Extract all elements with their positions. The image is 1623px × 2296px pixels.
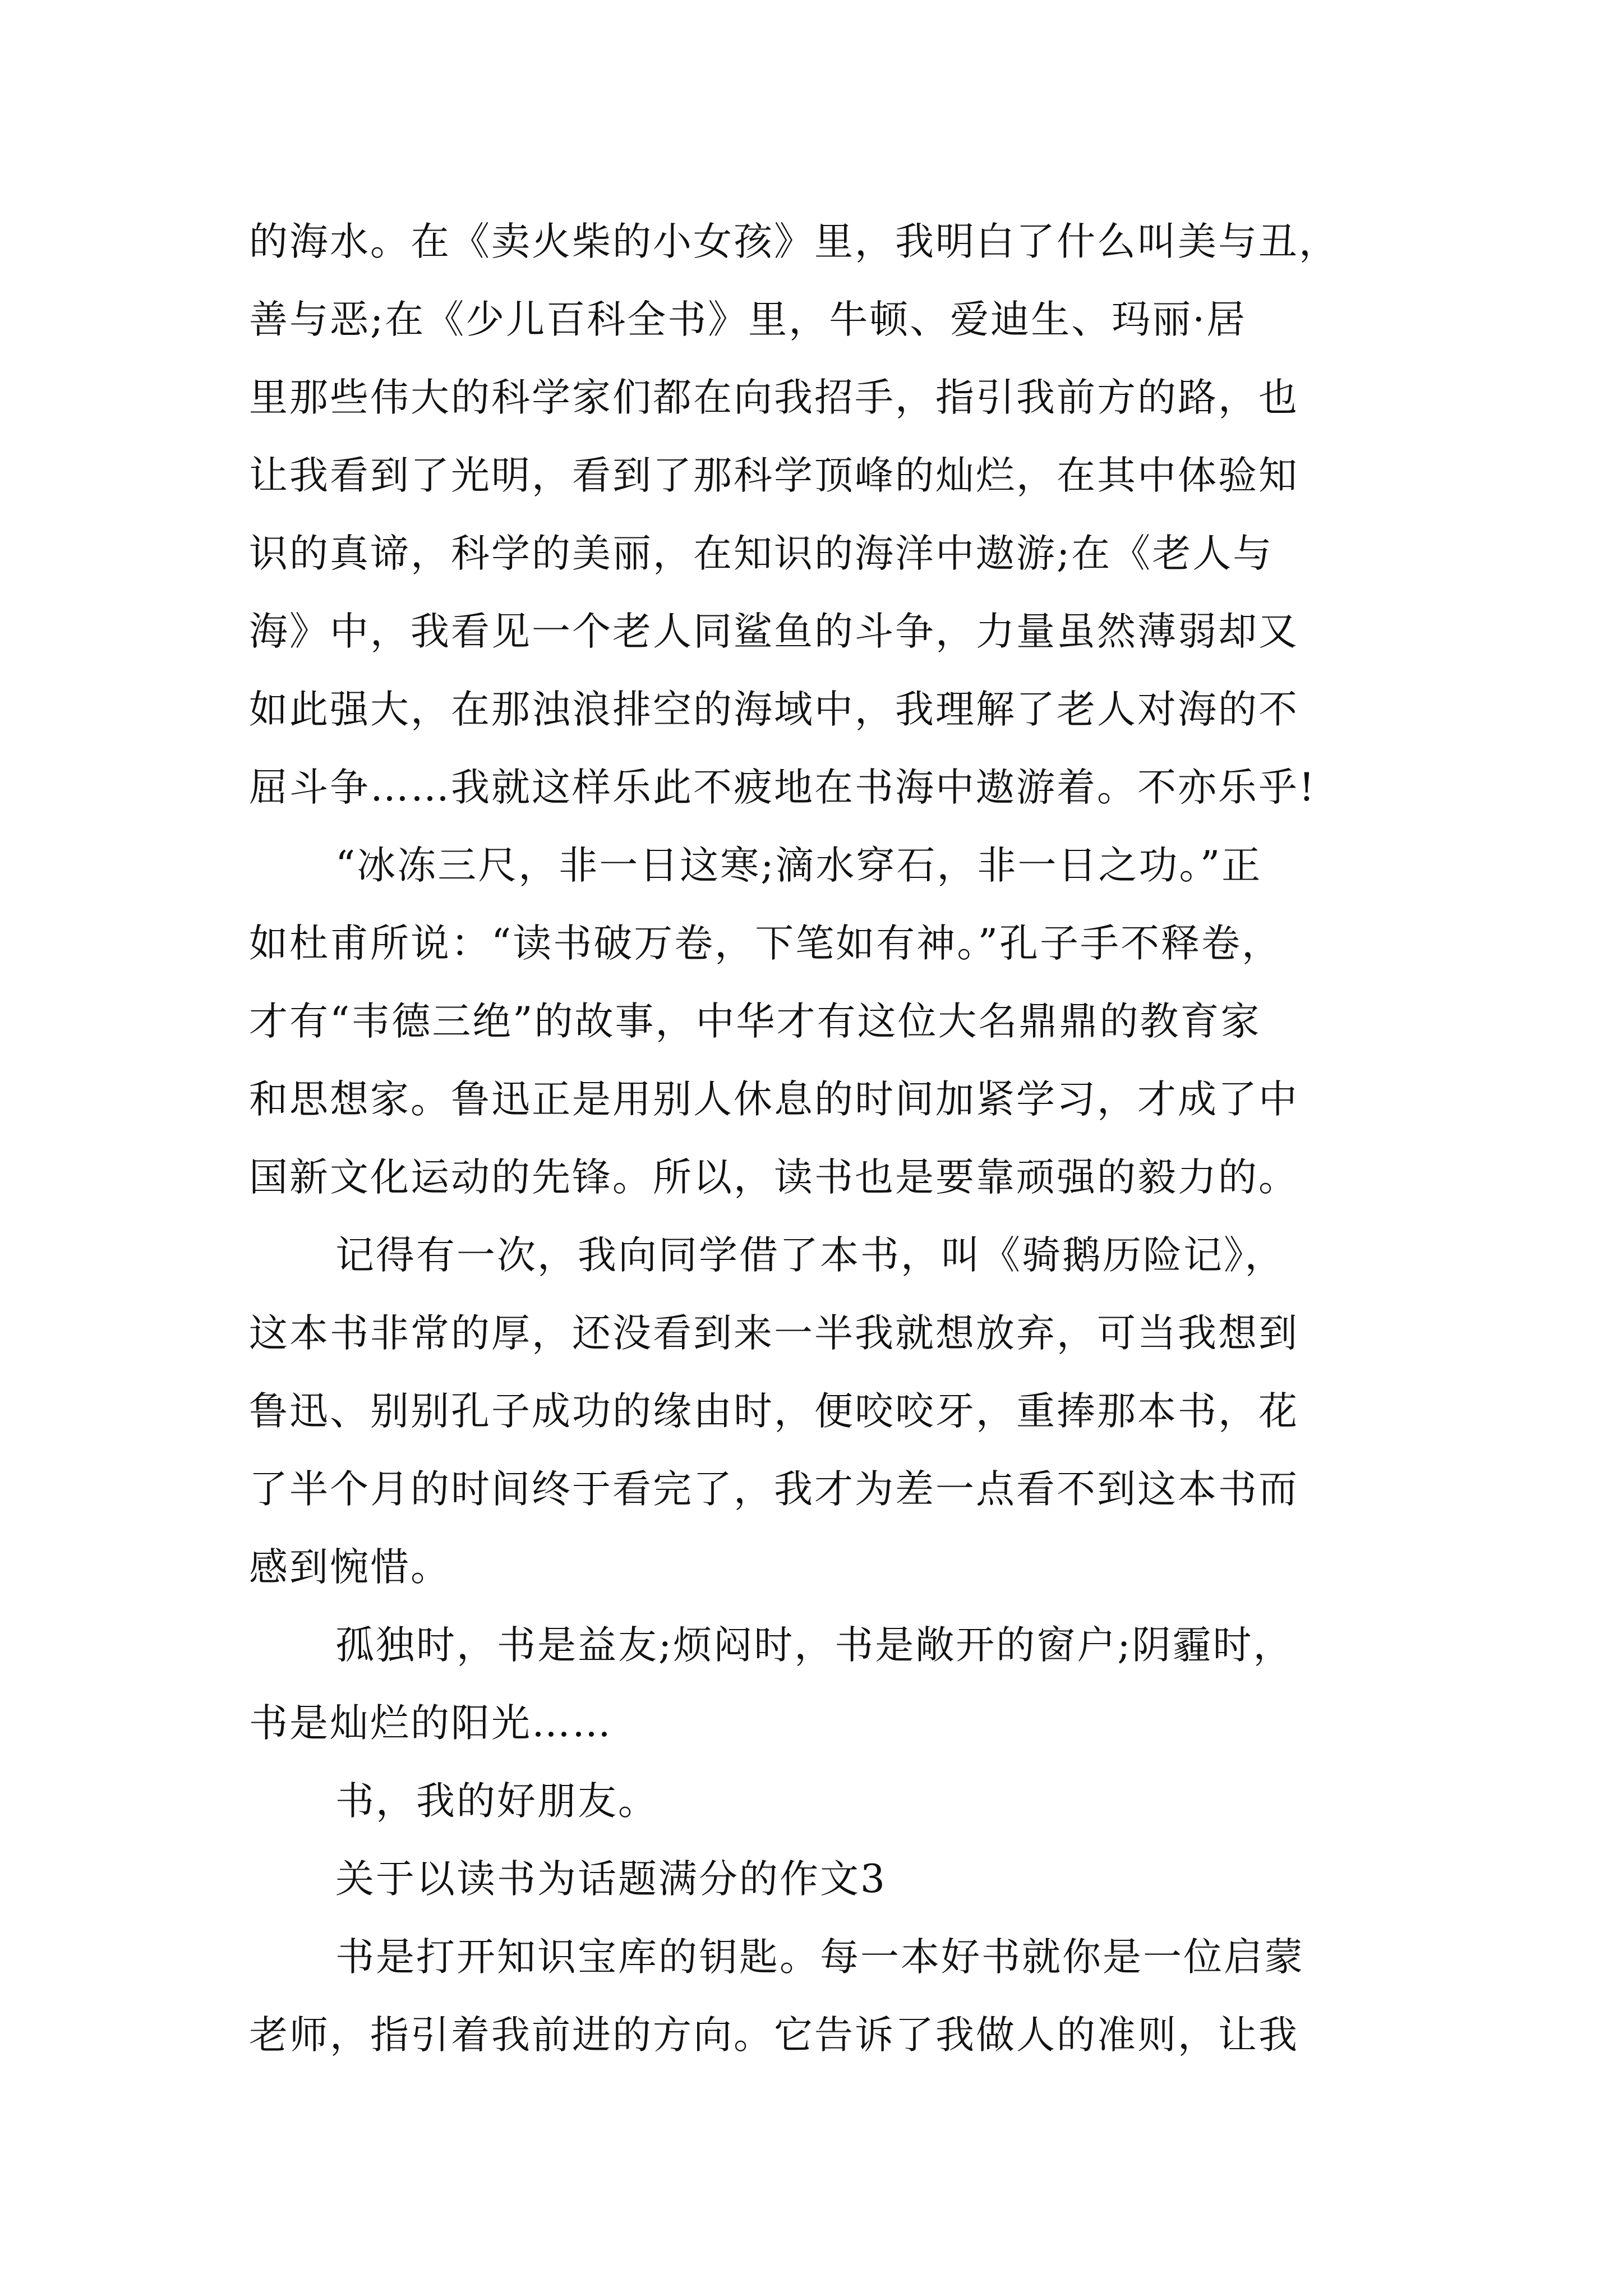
paragraph-start-line: 书是打开知识宝库的钥匙。每一本好书就你是一位启蒙: [335, 1935, 1304, 1980]
text-line: 里那些伟大的科学家们都在向我招手，指引我前方的路，也: [249, 375, 1299, 420]
text-line: 的海水。在《卖火柴的小女孩》里，我明白了什么叫美与丑，: [249, 219, 1339, 264]
text-line: 了半个月的时间终于看完了，我才为差一点看不到这本书而: [249, 1467, 1299, 1512]
text-line: 这本书非常的厚，还没看到来一半我就想放弃，可当我想到: [249, 1311, 1299, 1356]
body-text: [249, 203, 1387, 2074]
text-line: 书是灿烂的阳光……: [249, 1701, 612, 1746]
paragraph-start-line: 书，我的好朋友。: [335, 1779, 658, 1824]
paragraph-start-line: 孤独时，书是益友;烦闷时，书是敞开的窗户;阴霾时，: [335, 1623, 1294, 1668]
text-line: 识的真谛，科学的美丽，在知识的海洋中遨游;在《老人与: [249, 531, 1274, 576]
text-line: 如此强大，在那浊浪排空的海域中，我理解了老人对海的不: [249, 687, 1299, 732]
paragraph-start-line: 记得有一次，我向同学借了本书，叫《骑鹅历险记》，: [335, 1233, 1285, 1278]
section-heading: 关于以读书为话题满分的作文3: [335, 1857, 887, 1902]
text-line: 和思想家。鲁迅正是用别人休息的时间加紧学习，才成了中: [249, 1077, 1299, 1122]
text-line: 才有“韦德三绝”的故事，中华才有这位大名鼎鼎的教育家: [249, 999, 1261, 1044]
text-line: 感到惋惜。: [249, 1545, 451, 1590]
text-line: 鲁迅、别别孔子成功的缘由时，便咬咬牙，重捧那本书，花: [249, 1389, 1299, 1434]
text-line: 老师，指引着我前进的方向。它告诉了我做人的准则，让我: [249, 2013, 1299, 2058]
text-line: 国新文化运动的先锋。所以，读书也是要靠顽强的毅力的。: [249, 1155, 1299, 1200]
text-line: 如杜甫所说：“读书破万卷，下笔如有神。”孔子手不释卷，: [249, 921, 1283, 966]
text-line: 让我看到了光明，看到了那科学顶峰的灿烂，在其中体验知: [249, 453, 1299, 498]
text-line: 善与恶;在《少儿百科全书》里，牛顿、爱迪生、玛丽·居: [249, 297, 1247, 342]
text-line: 屈斗争……我就这样乐此不疲地在书海中遨游着。不亦乐乎!: [249, 765, 1316, 810]
paragraph-start-line: “冰冻三尺，非一日这寒;滴水穿石，非一日之功。”正: [335, 843, 1262, 888]
text-line: 海》中，我看见一个老人同鲨鱼的斗争，力量虽然薄弱却又: [249, 609, 1299, 654]
